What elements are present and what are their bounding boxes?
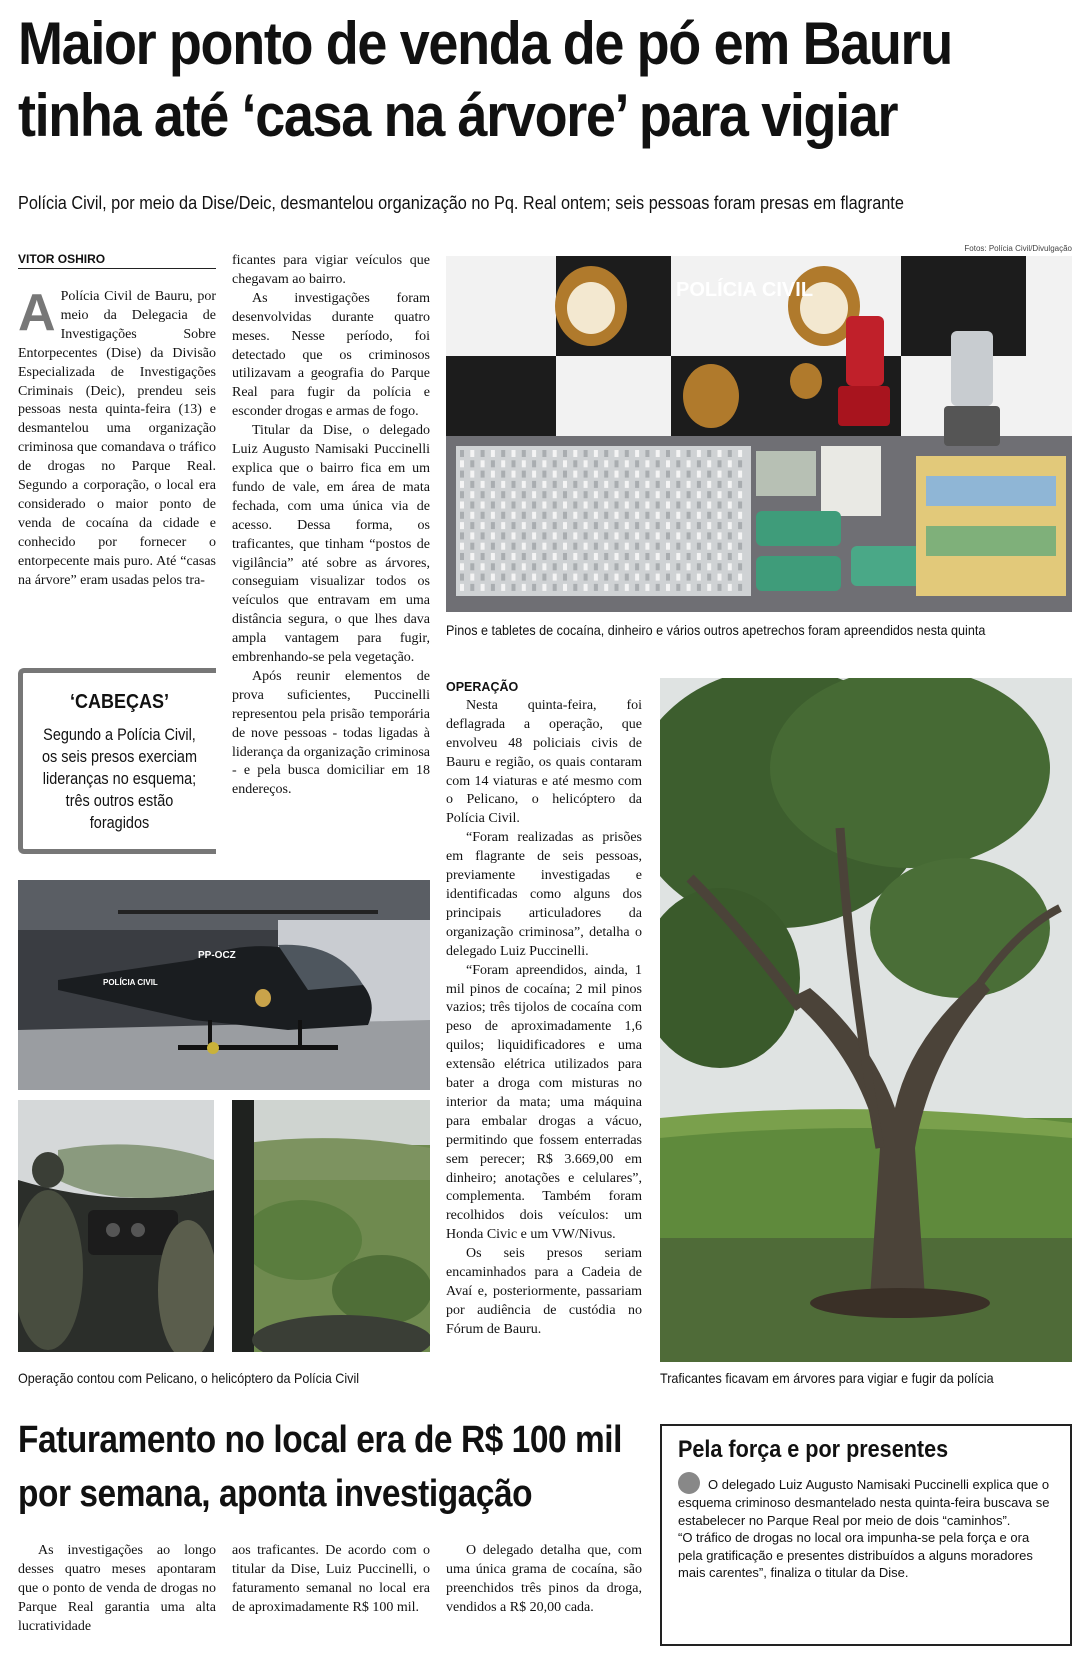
article-column-2 [232, 252, 430, 800]
pull-quote-title: ‘CABEÇAS’ [69, 691, 169, 713]
sidebar-box [660, 1424, 1072, 1646]
evidence-photo-caption: Pinos e tabletes de cocaína, dinheiro e vários outros apetrechos foram apreendidos nesta quinta [446, 622, 986, 638]
paragraph: O delegado detalha que, com uma única grama de cocaína, são preenchidos três pinos da droga, vendidos a R$ 20,00 cada. [446, 1543, 642, 1615]
sidebar-paragraph: O delegado Luiz Augusto Namisaki Puccinelli explica que o esquema criminoso desmantelado nesta quinta-feira buscava se estabelecer no Parque Real por meio de dois “caminhos”. [678, 1477, 1050, 1528]
headline: Maior ponto de venda de pó em Bauru tinha até ‘casa na árvore’ para vigiar [18, 10, 952, 149]
second-headline: Faturamento no local era de R$ 100 mil por semana, aponta investigação [18, 1419, 622, 1515]
paragraph: Nesta quinta-feira, foi deflagrada a operação, que envolveu 48 policiais civis de Bauru e região, os quais contaram com 14 viaturas e até mesmo com o Pelicano, o helicóptero da Polícia Civil. [446, 697, 642, 827]
bullet-icon [678, 1472, 700, 1494]
sidebar-paragraph: “O tráfico de drogas no local ora impunha-se pela força e ora pela gratificação e presentes distribuídos a alguns moradores mais carentes”, finaliza o titular da Dise. [678, 1530, 1033, 1580]
tree-photo-caption: Traficantes ficavam em árvores para vigiar e fugir da polícia [660, 1370, 994, 1386]
paragraph: Após reunir elementos de prova suficientes, Puccinelli representou pela prisão temporária de nove pessoas - todas ligadas à liderança da organização criminosa - e pela busca domiciliar em 18 endereços. [232, 668, 430, 798]
helicopter-fuselage-text: POLÍCIA CIVIL [103, 978, 158, 987]
section-heading: OPERAÇÃO [446, 680, 519, 694]
second-story-column-2 [232, 1542, 430, 1618]
photo-credit: Fotos: Polícia Civil/Divulgação [964, 244, 1072, 253]
article-text: Polícia Civil de Bauru, por meio da Delegacia de Investigações Sobre Entorpecentes (Dise) da Divisão Especializada de Investigações Criminais (Deic), prendeu seis pessoas nesta quinta-feira (13) e desmantelou uma organização criminosa que comandava o tráfico de drogas no Parque Real. Segundo a corporação, o local era considerado o maior ponto de venda de cocaína da cidade e conhecido por fornecer o entorpecente mais puro. Até “casas na árvore” eram usadas pelos tra- [18, 289, 216, 588]
article-column-3 [446, 678, 642, 1340]
paragraph: Os seis presos seriam encaminhados para a Cadeia de Avaí e, posteriormente, passariam por audiência de custódia no Fórum de Bauru. [446, 1246, 642, 1337]
paragraph: ficantes para vigiar veículos que chegavam ao bairro. [232, 253, 430, 287]
helicopter-registration: PP-OCZ [198, 950, 236, 961]
cockpit-photo [18, 1100, 214, 1352]
paragraph: As investigações ao longo desses quatro meses apontaram que o ponto de venda de drogas no Parque Real garantia uma alta lucratividade [18, 1543, 216, 1634]
second-story-column-3 [446, 1542, 642, 1618]
tree-photo [660, 678, 1072, 1362]
second-story-column-1 [18, 1542, 216, 1637]
drop-cap: A [18, 284, 56, 342]
pull-quote-box [18, 668, 216, 854]
helicopter-photo-caption: Operação contou com Pelicano, o helicóptero da Polícia Civil [18, 1370, 360, 1386]
paragraph: “Foram realizadas as prisões em flagrante de seis pessoas, previamente investigadas e identificadas como alguns dos principais articuladores da organização criminosa”, detalha o delegado Luiz Puccinelli. [446, 830, 642, 959]
paragraph: “Foram apreendidos, ainda, 1 mil pinos de cocaína; 2 mil pinos vazios; três tijolos de cocaína com peso de aproximadamente 1,6 quilos; liquidificadores e uma extensão elétrica utilizados para bater a droga com misturas no interior da mata; uma máquina para embalar drogas a vácuo, permitindo que fossem enterradas sem perecer; R$ 3.669,00 em dinheiro; anotações e celulares”, complementa. Também foram recolhidos dois veículos: um Honda Civic e um VW/Nivus. [446, 962, 642, 1243]
aerial-photo [232, 1100, 430, 1352]
article-column-1 [18, 284, 216, 591]
sign-text: POLÍCIA CIVIL [676, 279, 814, 301]
paragraph: As investigações foram desenvolvidas durante quatro meses. Nesse período, foi detectado que os criminosos utilizavam a geografia do Parque Real para fugir da polícia e esconder drogas e armas de fogo. [232, 290, 430, 420]
byline: VITOR OSHIRO [18, 252, 216, 269]
sidebar-title: Pela força e por presentes [678, 1436, 949, 1463]
helicopter-photo [18, 880, 430, 1090]
subheadline: Polícia Civil, por meio da Dise/Deic, desmantelou organização no Pq. Real ontem; seis pessoas foram presas em flagrante [18, 192, 904, 213]
paragraph: aos traficantes. De acordo com o titular da Dise, Luiz Puccinelli, o faturamento semanal no local era de aproximadamente R$ 100 mil. [232, 1543, 430, 1615]
paragraph: Titular da Dise, o delegado Luiz Augusto Namisaki Puccinelli explica que o bairro fica em um fundo de vale, em área de mata fechada, com uma única via de acesso. Dessa forma, os traficantes, que tinham “postos de vigilância” até sobre as árvores, conseguiam visualizar todos os veículos que entravam em uma distância segura, o que lhes dava ampla vantagem para fugir, embrenhando-se pela vegetação. [232, 423, 430, 666]
pull-quote-text: Segundo a Polícia Civil, os seis presos exerciam lideranças no esquema; três outros estão foragidos [42, 725, 197, 832]
evidence-photo [446, 256, 1072, 612]
